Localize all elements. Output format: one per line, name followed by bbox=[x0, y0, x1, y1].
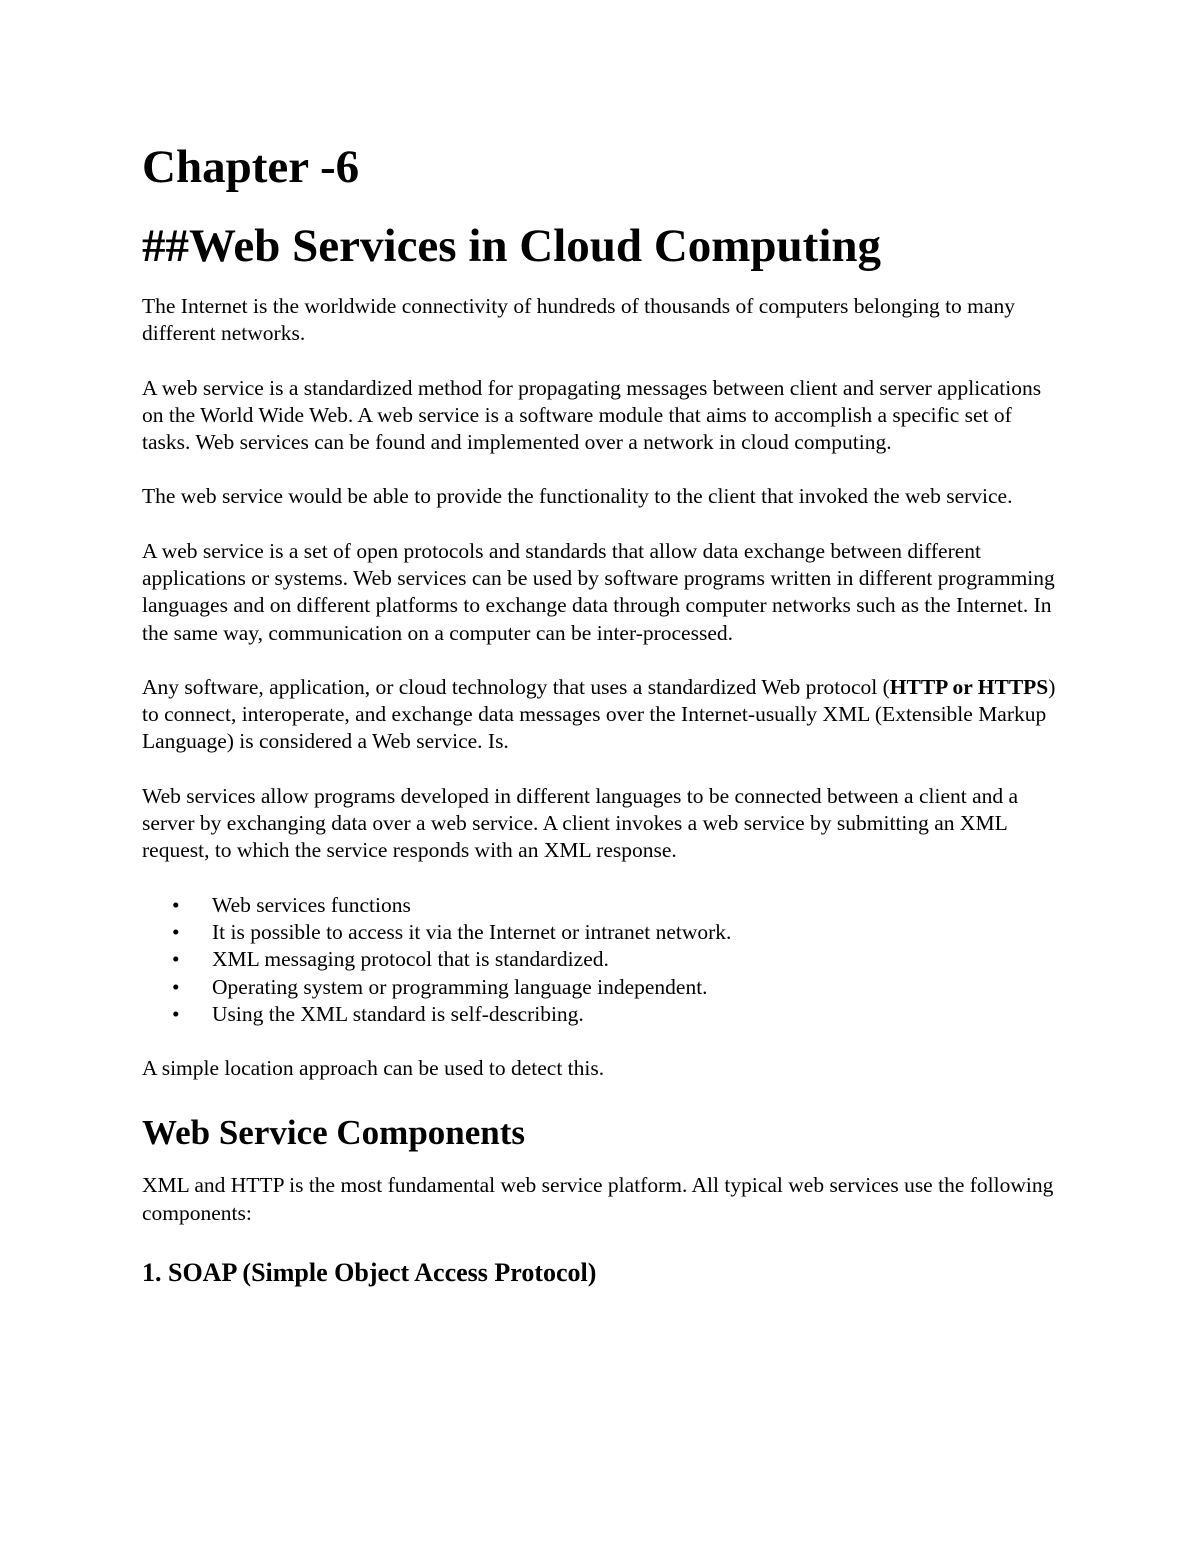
list-item bbox=[142, 919, 1062, 946]
subheading-soap: 1. SOAP (Simple Object Access Protocol) bbox=[142, 1258, 597, 1288]
bullet-icon: • bbox=[172, 892, 180, 917]
page-title: ##Web Services in Cloud Computing bbox=[142, 220, 882, 273]
list-item-text: Operating system or programming language independent. bbox=[212, 974, 708, 999]
bullet-icon: • bbox=[172, 947, 180, 972]
document-page bbox=[142, 140, 1062, 1288]
paragraph-http-protocol bbox=[142, 674, 1062, 756]
list-item-text: Using the XML standard is self-describing. bbox=[212, 1001, 584, 1026]
paragraph-http-text-1: Any software, application, or cloud technology that uses a standardized Web protocol ( bbox=[142, 674, 890, 699]
list-item bbox=[142, 892, 1062, 919]
bullet-list bbox=[142, 892, 1062, 1028]
paragraph-http-bold: HTTP or HTTPS bbox=[889, 674, 1049, 699]
paragraph-open-protocols: A web service is a set of open protocols and standards that allow data exchange between different applications or systems. Web services can be used by software programs written in different programming languages and on different platforms to exchange data through computer networks such as the Internet. In the same way, communication on a computer can be inter-processed. bbox=[142, 538, 1055, 645]
paragraph-location-approach: A simple location approach can be used to detect this. bbox=[142, 1056, 605, 1081]
paragraph-http-text-2: ) to connect, interoperate, and exchange data messages over the Internet-usually XML (Extensible Markup Language) is considered a Web service. Is. bbox=[142, 674, 1056, 754]
paragraph-web-service-definition: A web service is a standardized method for propagating messages between client and server applications on the World Wide Web. A web service is a software module that aims to accomplish a specific set of tasks. Web services can be found and implemented over a network in cloud computing. bbox=[142, 375, 1042, 455]
section-heading-components: Web Service Components bbox=[142, 1113, 526, 1153]
paragraph-functionality: The web service would be able to provide the functionality to the client that invoked the web service. bbox=[142, 484, 1013, 509]
bullet-icon: • bbox=[172, 974, 180, 999]
paragraph-components-intro: XML and HTTP is the most fundamental web service platform. All typical web services use the following components: bbox=[142, 1173, 1054, 1225]
list-item bbox=[142, 974, 1062, 1001]
bullet-icon: • bbox=[172, 1001, 180, 1026]
paragraph-internet: The Internet is the worldwide connectivity of hundreds of thousands of computers belonging to many different networks. bbox=[142, 293, 1015, 346]
paragraph-client-server: Web services allow programs developed in different languages to be connected between a client and a server by exchanging data over a web service. A client invokes a web service by submitting an XML request, to which the service responds with an XML response. bbox=[142, 783, 1019, 863]
list-item-text: XML messaging protocol that is standardized. bbox=[212, 947, 609, 972]
list-item-text: It is possible to access it via the Internet or intranet network. bbox=[212, 919, 732, 944]
list-item-text: Web services functions bbox=[212, 892, 411, 917]
chapter-heading: Chapter -6 bbox=[142, 141, 360, 193]
list-item bbox=[142, 1001, 1062, 1028]
bullet-icon: • bbox=[172, 919, 180, 944]
list-item bbox=[142, 946, 1062, 973]
